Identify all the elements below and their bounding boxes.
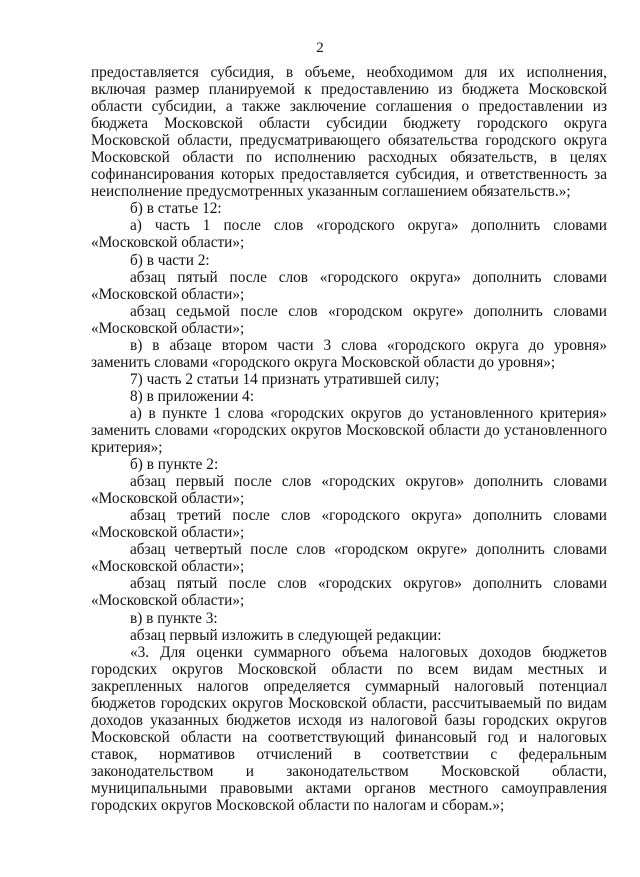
paragraph-appendix-4: 8) в приложении 4: [130,387,254,405]
paragraph-part-2: б) в части 2: [130,251,210,269]
paragraph-article-14: 7) часть 2 статьи 14 признать утратившей силу; [130,370,440,388]
paragraph-article-12: б) в статье 12: [130,200,222,218]
paragraph-third-subparagraph: абзац третий после слов «городского округа» дополнить словами «Московской области»; [91,507,607,542]
paragraph-part-3: в) в абзаце втором части 3 слова «городского округа до уровня» заменить словами «городского округа Московской области до уровня»; [91,336,607,371]
paragraph-point-2: б) в пункте 2: [130,456,219,474]
paragraph-subsidy-agreement: предоставляется субсидия, в объеме, необходимом для их исполнения, включая размер планируемой к предоставлению из бюджета Московской области субсидии, а также заключение соглашения о предоставлении из бюджета Московской области субсидии бюджету городского округа Московской области, предусматривающего обязательства городского округа Московской области по исполнению расходных обязательств, в целях софинансирования которых предоставляется субсидия, и ответственность за неисполнение предусмотренных указанным соглашением обязательств.»; [91,64,607,201]
document-body [91,64,607,814]
page-number: 2 [316,40,324,56]
paragraph-fifth-subparagraph: абзац пятый после слов «городского округа» дополнить словами «Московской области»; [91,268,607,303]
paragraph-seventh-subparagraph: абзац седьмой после слов «городском округе» дополнить словами «Московской области»; [91,302,607,337]
paragraph-new-edition: абзац первый изложить в следующей редакции: [130,626,442,644]
paragraph-point-3: в) в пункте 3: [130,609,218,627]
paragraph-fourth-subparagraph: абзац четвертый после слов «городском округе» дополнить словами «Московской области»; [91,541,607,576]
paragraph-point-1: а) в пункте 1 слова «городских округов до установленного критерия» заменить словами «городских округов Московской области до установленного критерия»; [91,404,607,457]
paragraph-fifth-subparagraph-2: абзац пятый после слов «городских округов» дополнить словами «Московской области»; [91,575,607,610]
paragraph-first-subparagraph: абзац первый после слов «городских округов» дополнить словами «Московской области»; [91,473,607,508]
paragraph-part-1: а) часть 1 после слов «городского округа» дополнить словами «Московской области»; [91,217,607,252]
paragraph-point-3-text: «3. Для оценки суммарного объема налоговых доходов бюджетов городских округов Московской области по всем видам местных и закрепленных налогов определяется суммарный налоговый потенциал бюджетов городских округов Московской области, рассчитываемый по видам доходов указанных бюджетов исходя из налоговой базы городских округов Московской области на соответствующий финансовый год и налоговых ставок, нормативов отчислений в соответствии с федеральным законодательством и законодательством Московской области, муниципальными правовыми актами органов местного самоуправления городских округов Московской области по налогам и сборам.»; [91,643,607,815]
